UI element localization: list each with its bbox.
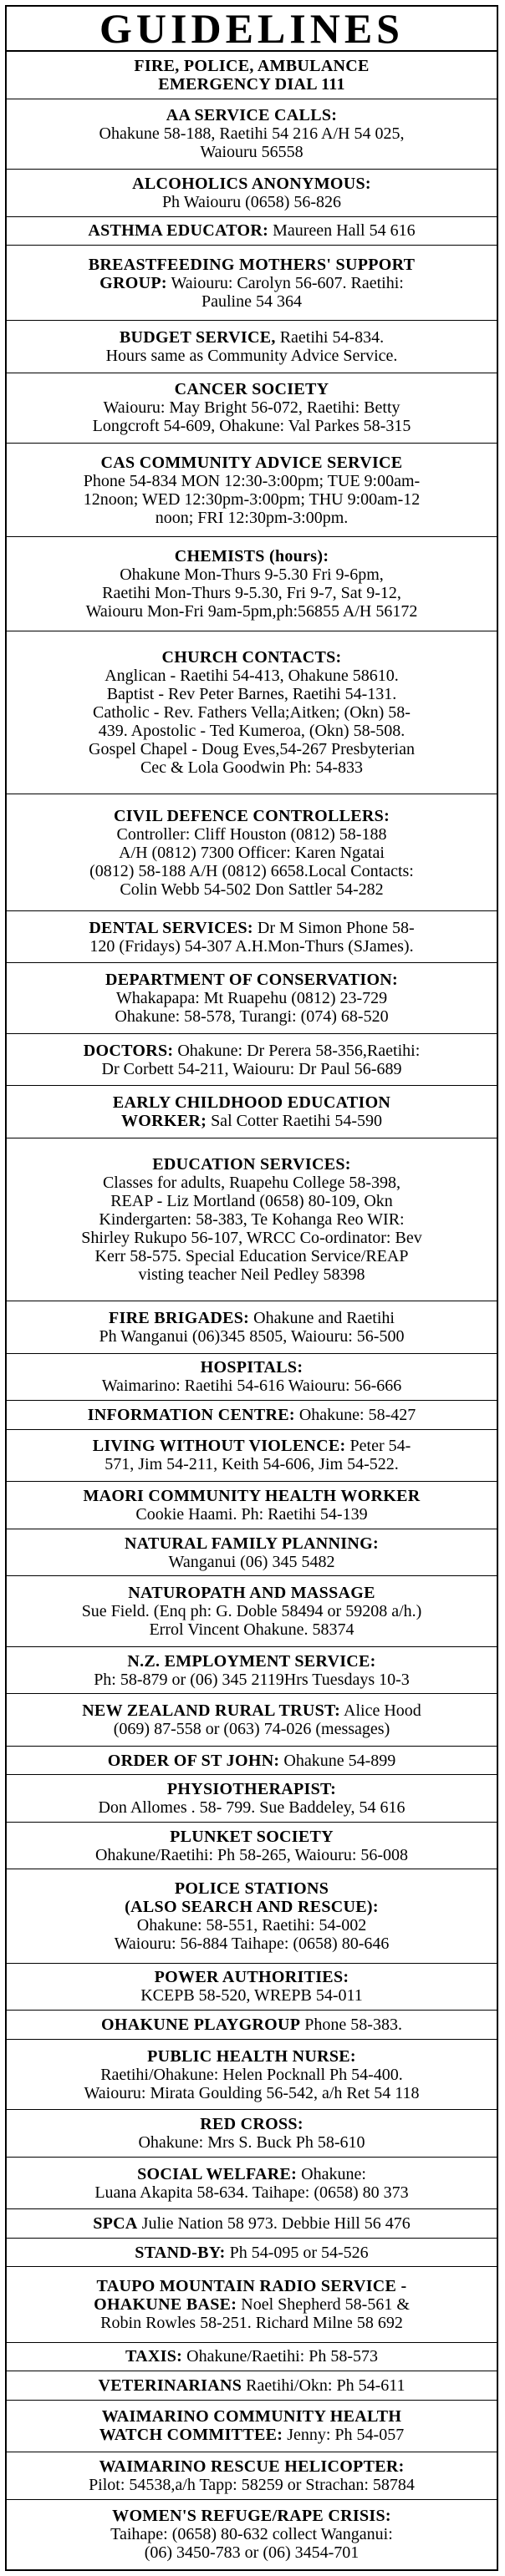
entry-details: Whakapapa: Mt Ruapehu (0812) 23-729 Ohakune: 58-578, Turangi: (074) 68-520 <box>115 989 389 1027</box>
directory-entry <box>7 911 497 963</box>
entry-details: Ph 54-095 or 54-526 <box>229 2243 369 2262</box>
directory-entry <box>7 2158 497 2209</box>
directory-entry <box>7 321 497 373</box>
entry-title: BREASTFEEDING MOTHERS' SUPPORT GROUP: <box>88 255 416 292</box>
entry-details: Anglican - Raetihi 54-413, Ohakune 58610. Baptist - Rev Peter Barnes, Raetihi 54-131. Catholic - Rev. Fathers Vella;Aitken; (Okn) 58- 439. Apostolic - Ted Kumeroa, (Okn) 58-508. Gospel Chapel - Doug Eves,54-267 Presbyterian Cec & Lola Goodwin Ph: 54-833 <box>89 666 415 777</box>
entry-title: VETERINARIANS <box>98 2376 242 2395</box>
directory-entry <box>7 1576 497 1646</box>
entries-list <box>7 52 497 2569</box>
entry-details: Ohakune Mon-Thurs 9-5.30 Fri 9-6pm, Raetihi Mon-Thurs 9-5.30, Fri 9-7, Sat 9-12, Waiouru Mon-Fri 9am-5pm,ph:56855 A/H 56172 <box>85 565 418 621</box>
directory-entry <box>7 2267 497 2342</box>
directory-entry <box>7 2371 497 2401</box>
entry-details: Ph: 58-879 or (06) 345 2119Hrs Tuesdays 10-3 <box>94 1670 410 1689</box>
entry-title: FIRE BRIGADES: <box>109 1308 250 1327</box>
directory-entry <box>7 2452 497 2500</box>
directory-entry <box>7 1034 497 1086</box>
entry-details: Raetihi/Ohakune: Helen Pocknall Ph 54-400. Waiouru: Mirata Goulding 56-542, a/h Ret 54 118 <box>84 2065 420 2102</box>
directory-entry <box>7 1301 497 1353</box>
directory-entry <box>7 631 497 795</box>
entry-details: Peter 54- 571, Jim 54-211, Keith 54-606, Jim 54-522. <box>105 1437 411 1474</box>
guidelines-page <box>5 5 498 2571</box>
directory-entry <box>7 2011 497 2040</box>
directory-entry <box>7 1482 497 1529</box>
entry-title: WAIMARINO COMMUNITY HEALTH WATCH COMMITTEE: <box>99 2407 402 2445</box>
entry-title: ASTHMA EDUCATOR: <box>88 221 269 241</box>
directory-entry <box>7 217 497 246</box>
directory-entry <box>7 794 497 911</box>
entry-details: Wanganui (06) 345 5482 <box>168 1552 335 1571</box>
directory-entry <box>7 373 497 444</box>
entry-title: ALCOHOLICS ANONYMOUS: <box>132 174 371 193</box>
entry-title: TAUPO MOUNTAIN RADIO SERVICE - OHAKUNE BASE: <box>94 2277 407 2315</box>
entry-title: HOSPITALS: <box>200 1358 304 1377</box>
entry-title: ORDER OF ST JOHN: <box>107 1751 280 1770</box>
entry-details: Ohakune/Raetihi: Ph 58-265, Waiouru: 56-008 <box>94 1845 409 1864</box>
directory-entry <box>7 2110 497 2158</box>
directory-entry <box>7 1775 497 1823</box>
entry-title: EDUCATION SERVICES: <box>152 1154 351 1174</box>
directory-entry <box>7 1354 497 1402</box>
entry-details: Ohakune 54-899 <box>283 1751 396 1770</box>
entry-title: EARLY CHILDHOOD EDUCATION WORKER; <box>112 1093 391 1130</box>
directory-entry <box>7 537 497 631</box>
entry-title: AA SERVICE CALLS: <box>166 106 338 125</box>
entry-details: Ohakune: Luana Akapita 58-634. Taihape: (0658) 80 373 <box>94 2164 409 2202</box>
entry-details: Maureen Hall 54 616 <box>273 221 416 241</box>
entry-title: CHEMISTS (hours): <box>174 546 329 565</box>
entry-title: WAIMARINO RESCUE HELICOPTER: <box>99 2457 405 2476</box>
directory-entry <box>7 1647 497 1695</box>
entry-title: POWER AUTHORITIES: <box>154 1968 349 1987</box>
entry-title: CAS COMMUNITY ADVICE SERVICE <box>100 453 403 472</box>
entry-details: Cookie Haami. Ph: Raetihi 54-139 <box>135 1504 368 1524</box>
entry-details: Classes for adults, Ruapehu College 58-398, REAP - Liz Mortland (0658) 80-109, Okn Kindergarten: 58-383, Te Kohanga Reo WIR: Shirley Rukupo 56-107, WRCC Co-ordinator: Bev Kerr 58-575. Special Education Service/REAP visting teacher Neil Pedley 58398 <box>81 1173 422 1284</box>
entry-details: KCEPB 58-520, WREPB 54-011 <box>140 1986 363 2006</box>
entry-details: Waiouru: Carolyn 56-607. Raetihi: Pauline 54 364 <box>171 273 404 311</box>
entry-details: Ohakune 58-188, Raetihi 54 216 A/H 54 025, Waiouru 56558 <box>99 124 405 162</box>
entry-details: Ohakune/Raetihi: Ph 58-573 <box>186 2347 378 2366</box>
entry-details: Waiouru: May Bright 56-072, Raetihi: Betty Longcroft 54-609, Ohakune: Val Parkes 58-315 <box>92 398 411 436</box>
entry-details: Julie Nation 58 973. Debbie Hill 56 476 <box>141 2214 411 2234</box>
entry-details: Alice Hood (069) 87-558 or (063) 74-026 (messages) <box>113 1701 421 1738</box>
entry-title: LIVING WITHOUT VIOLENCE: <box>92 1437 346 1456</box>
entry-title: CIVIL DEFENCE CONTROLLERS: <box>113 806 390 825</box>
directory-entry <box>7 1086 497 1138</box>
entry-details: Ohakune: 58-551, Raetihi: 54-002 Waiouru: 56-884 Taihape: (0658) 80-646 <box>114 1916 390 1954</box>
directory-entry <box>7 2040 497 2110</box>
entry-details: Taihape: (0658) 80-632 collect Wanganui: (06) 3450-783 or (06) 3454-701 <box>110 2525 393 2563</box>
entry-title: FIRE, POLICE, AMBULANCE EMERGENCY DIAL 111 <box>134 56 370 94</box>
entry-title: INFORMATION CENTRE: <box>87 1405 295 1424</box>
entry-title: RED CROSS: <box>200 2115 304 2134</box>
entry-title: DEPARTMENT OF CONSERVATION: <box>105 971 399 990</box>
entry-title: DOCTORS: <box>83 1041 174 1060</box>
entry-details: Jenny: Ph 54-057 <box>287 2426 405 2445</box>
directory-entry <box>7 444 497 537</box>
entry-title: SPCA <box>93 2214 138 2234</box>
entry-details: Phone 58-383. <box>304 2016 402 2035</box>
entry-details: Don Allomes . 58- 799. Sue Baddeley, 54 616 <box>98 1798 406 1818</box>
directory-entry <box>7 1138 497 1302</box>
entry-title: OHAKUNE PLAYGROUP <box>101 2016 301 2035</box>
directory-entry <box>7 2343 497 2372</box>
entry-details: Ohakune: Mrs S. Buck Ph 58-610 <box>138 2133 365 2153</box>
entry-title: PLUNKET SOCIETY <box>170 1827 334 1846</box>
entry-details: Phone 54-834 MON 12:30-3:00pm; TUE 9:00am- 12noon; WED 12:30pm-3:00pm; THU 9:00am-12 noon; FRI 12:30pm-3:00pm. <box>83 471 421 527</box>
entry-details: Ohakune and Raetihi Ph Wanganui (06)345 8505, Waiouru: 56-500 <box>99 1308 405 1346</box>
directory-entry <box>7 1401 497 1430</box>
entry-title: NATURAL FAMILY PLANNING: <box>125 1534 379 1553</box>
entry-details: Pilot: 54538,a/h Tapp: 58259 or Strachan: 58784 <box>89 2475 415 2494</box>
directory-entry <box>7 2401 497 2452</box>
entry-details: Waimarino: Raetihi 54-616 Waiouru: 56-666 <box>101 1377 402 1396</box>
directory-entry <box>7 1430 497 1482</box>
entry-title: STAND-BY: <box>135 2243 226 2262</box>
entry-title: NEW ZEALAND RURAL TRUST: <box>82 1701 341 1720</box>
entry-title: NATUROPATH AND MASSAGE <box>128 1584 375 1603</box>
entry-details: Ohakune: Dr Perera 58-356,Raetihi: Dr Corbett 54-211, Waiouru: Dr Paul 56-689 <box>101 1041 421 1078</box>
entry-details: Ph Waiouru (0658) 56-826 <box>161 192 342 211</box>
entry-title: TAXIS: <box>125 2347 183 2366</box>
directory-entry <box>7 1869 497 1963</box>
directory-entry <box>7 963 497 1033</box>
directory-entry <box>7 1964 497 2011</box>
directory-entry <box>7 1747 497 1776</box>
directory-entry <box>7 2209 497 2239</box>
directory-entry <box>7 246 497 321</box>
entry-title: CANCER SOCIETY <box>174 380 329 399</box>
entry-title: WOMEN'S REFUGE/RAPE CRISIS: <box>112 2507 391 2526</box>
entry-details: Sal Cotter Raetihi 54-590 <box>211 1111 383 1130</box>
page-title: GUIDELINES <box>7 7 497 52</box>
entry-title: PHYSIOTHERAPIST: <box>166 1780 337 1799</box>
entry-title: MAORI COMMUNITY HEALTH WORKER <box>83 1486 421 1505</box>
directory-entry <box>7 1823 497 1870</box>
entry-title: CHURCH CONTACTS: <box>161 647 342 667</box>
directory-entry <box>7 99 497 170</box>
entry-title: DENTAL SERVICES: <box>89 918 253 937</box>
directory-entry <box>7 170 497 217</box>
directory-entry <box>7 1529 497 1577</box>
directory-entry <box>7 1694 497 1746</box>
entry-details: Controller: Cliff Houston (0812) 58-188 A/H (0812) 7300 Officer: Karen Ngatai (0812) 58-188 A/H (0812) 6658.Local Contacts: Colin Webb 54-502 Don Sattler 54-282 <box>89 824 414 899</box>
entry-details: Sue Field. (Enq ph: G. Doble 58494 or 59208 a/h.) Errol Vincent Ohakune. 58374 <box>81 1602 422 1640</box>
entry-title: PUBLIC HEALTH NURSE: <box>147 2046 356 2066</box>
entry-title: POLICE STATIONS (ALSO SEARCH AND RESCUE): <box>125 1879 379 1917</box>
entry-details: Raetihi 54-834. Hours same as Community Advice Service. <box>105 328 398 366</box>
entry-details: Raetihi/Okn: Ph 54-611 <box>246 2376 406 2395</box>
directory-entry <box>7 2239 497 2268</box>
entry-title: BUDGET SERVICE, <box>119 328 276 347</box>
entry-title: SOCIAL WELFARE: <box>137 2164 298 2183</box>
entry-details: Ohakune: 58-427 <box>298 1405 416 1424</box>
entry-details: Dr M Simon Phone 58- 120 (Fridays) 54-307 A.H.Mon-Thurs (SJames). <box>89 918 415 956</box>
directory-entry <box>7 52 497 99</box>
entry-details: Noel Shepherd 58-561 & Robin Rowles 58-251. Richard Milne 58 692 <box>100 2295 410 2333</box>
directory-entry <box>7 2500 497 2569</box>
entry-title: N.Z. EMPLOYMENT SERVICE: <box>127 1651 376 1671</box>
